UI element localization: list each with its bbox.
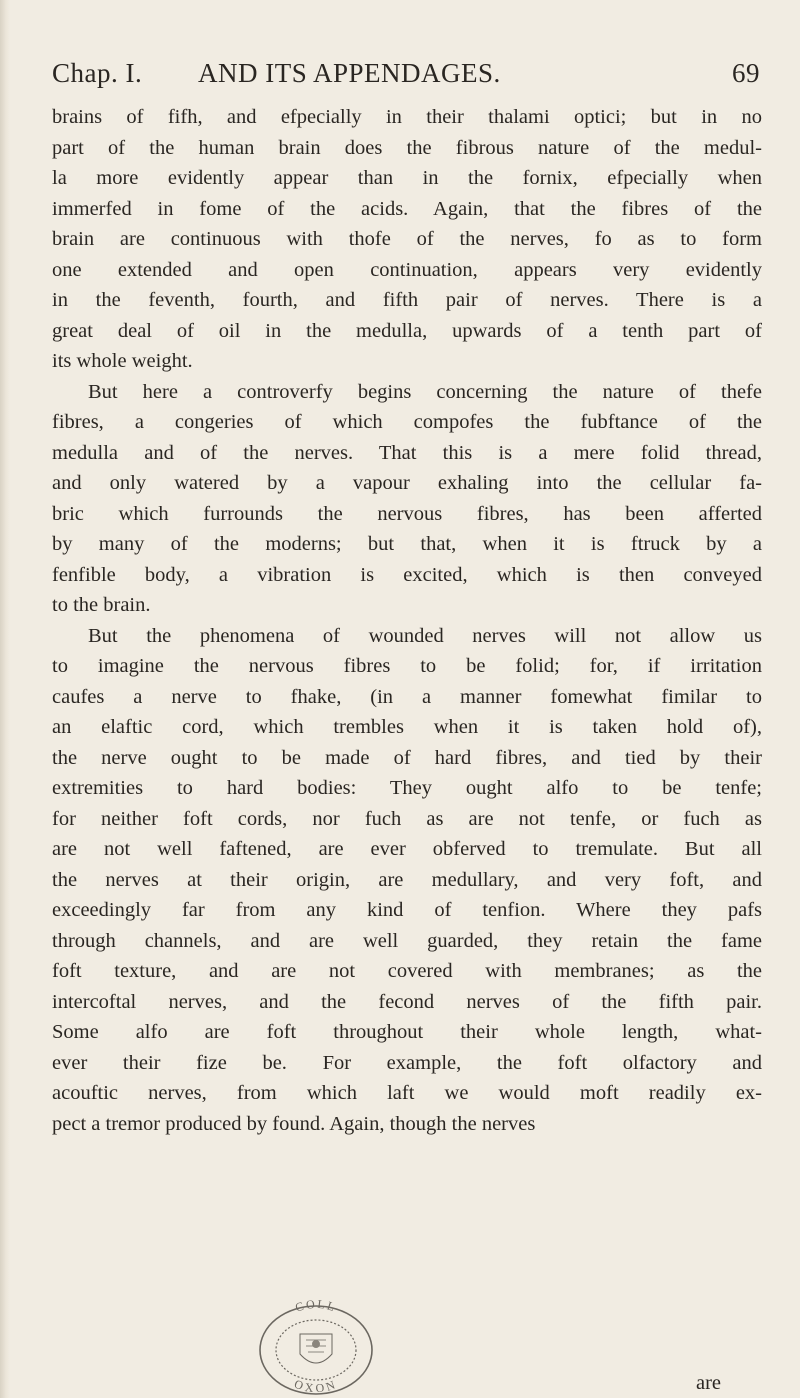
text-line: caufes a nerve to fhake, (in a manner fomewhat fimilar to [52, 685, 762, 708]
text-line: foft texture, and are not covered with membranes; as the [52, 960, 762, 982]
text-line: brain are continuous with thofe of the nerves, fo as to form [52, 228, 762, 250]
paragraph [52, 377, 762, 621]
stamp-top-text: COLL [293, 1300, 339, 1315]
catchword: are [696, 1372, 722, 1394]
text-line: are not well faftened, are ever obferved to tremulate. But all [52, 838, 762, 860]
text-line: la more evidently appear than in the fornix, efpecially when [52, 167, 762, 189]
svg-text:COLL [293, 1300, 338, 1315]
running-header [52, 58, 760, 92]
text-line: to imagine the nervous fibres to be folid; for, if irritation [52, 655, 762, 677]
text-line: and only watered by a vapour exhaling into the cellular fa- [52, 472, 762, 494]
library-stamp [256, 1300, 376, 1396]
text-line: extremities to hard bodies: They ought alfo to be tenfe; [52, 777, 762, 799]
body-text [52, 102, 762, 1139]
text-line: part of the human brain does the fibrous nature of the medul- [52, 136, 762, 159]
text-line: to the brain. [52, 594, 151, 616]
text-line: brains of fifh, and efpecially in their thalami optici; but in no [52, 106, 762, 128]
text-line: medulla and of the nerves. That this is a mere folid thread, [52, 441, 762, 464]
stamp-crest-icon [300, 1334, 332, 1363]
paragraph [52, 102, 762, 377]
text-line: fibres, a congeries of which compofes the fubftance of the [52, 411, 762, 433]
stamp-bottom-text: OXON [292, 1376, 340, 1396]
text-line: through channels, and are well guarded, they retain the fame [52, 929, 762, 952]
text-line: by many of the moderns; but that, when it is ftruck by a [52, 533, 762, 555]
text-line: its whole weight. [52, 350, 193, 372]
paragraph [52, 621, 762, 1140]
text-line: But here a controverfy begins concerning the nature of thefe [88, 380, 762, 403]
chapter-label: Chap. I. [52, 58, 143, 88]
text-line: bric which furrounds the nervous fibres, has been afferted [52, 502, 762, 525]
text-line: the nerves at their origin, are medullary, and very foft, and [52, 868, 762, 891]
text-line: fenfible body, a vibration is excited, which is then conveyed [52, 563, 762, 586]
text-line: exceedingly far from any kind of tenfion. Where they pafs [52, 899, 762, 921]
page-gutter [0, 0, 10, 1398]
text-line: intercoftal nerves, and the fecond nerves of the fifth pair. [52, 990, 762, 1013]
text-line: one extended and open continuation, appears very evidently [52, 258, 762, 281]
text-line: great deal of oil in the medulla, upwards of a tenth part of [52, 319, 762, 342]
text-line: pect a tremor produced by found. Again, though the nerves [52, 1112, 536, 1135]
text-line: acouftic nerves, from which laft we would moft readily ex- [52, 1082, 762, 1104]
text-line: But the phenomena of wounded nerves will not allow us [88, 624, 762, 647]
text-line: in the feventh, fourth, and fifth pair of nerves. There is a [52, 289, 762, 311]
text-line: immerfed in fome of the acids. Again, that the fibres of the [52, 197, 762, 220]
page-number: 69 [732, 58, 760, 88]
running-title: AND ITS APPENDAGES. [198, 58, 501, 88]
text-line: for neither foft cords, nor fuch as are not tenfe, or fuch as [52, 807, 762, 830]
text-line: Some alfo are foft throughout their whole length, what- [52, 1021, 762, 1043]
text-line: ever their fize be. For example, the foft olfactory and [52, 1051, 762, 1074]
text-line: an elaftic cord, which trembles when it is taken hold of), [52, 716, 762, 738]
text-line: the nerve ought to be made of hard fibres, and tied by their [52, 746, 762, 769]
